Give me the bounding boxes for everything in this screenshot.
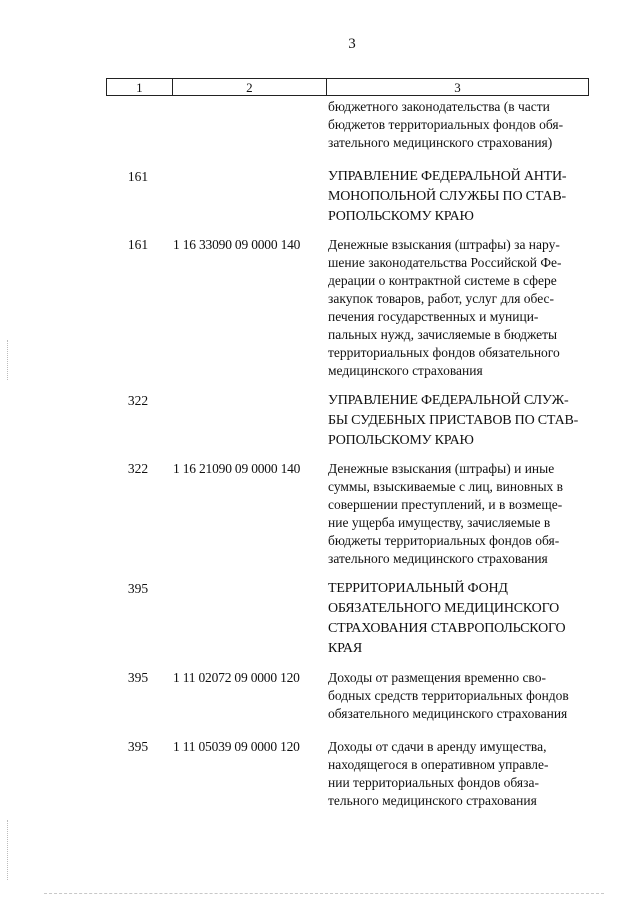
administrator-heading: УПРАВЛЕНИЕ ФЕДЕРАЛЬНОЙ АНТИ- МОНОПОЛЬНОЙ СЛУЖБЫ ПО СТАВ- РОПОЛЬСКОМУ КРАЮ	[328, 169, 567, 224]
admin-code: 322	[127, 461, 149, 476]
revenue-description: Денежные взыскания (штрафы) и иные суммы, взыскиваемые с лиц, виновных в совершении преступлений, и в возмеще- ние ущерба имуществу, зачисляемые в бюджеты территориальных фондов обя- зательного медицинского страхования	[328, 461, 564, 566]
column-header-1: 1	[107, 79, 173, 96]
scan-edge-mark	[7, 340, 9, 380]
admin-code: 161	[127, 237, 149, 252]
revenue-description: бюджетного законодательства (в части бюджетов территориальных фондов обя- зательного медицинского страхования)	[328, 99, 564, 150]
revenue-description: Доходы от сдачи в аренду имущества, находящегося в оперативном управле- нии территориальных фондов обяза- тельного медицинского страхования	[328, 739, 549, 808]
revenue-code: 1 16 33090 09 0000 140	[173, 237, 301, 252]
admin-code: 322	[127, 393, 149, 408]
scan-bottom-edge	[44, 893, 604, 895]
administrator-heading: ТЕРРИТОРИАЛЬНЫЙ ФОНД ОБЯЗАТЕЛЬНОГО МЕДИЦИНСКОГО СТРАХОВАНИЯ СТАВРОПОЛЬСКОГО КРАЯ	[328, 581, 566, 656]
revenue-code: 1 11 02072 09 0000 120	[173, 670, 300, 685]
revenue-description: Денежные взыскания (штрафы) за нару- шение законодательства Российской Фе- дерации о контрактной системе в сфере закупок товаров, работ, услуг для обес- печения государственных и муници- пальных нужд, зачисляемые в бюджеты территориальных фондов обязательного медицинского страхования	[328, 237, 562, 378]
column-header-table	[106, 78, 589, 96]
revenue-description: Доходы от размещения временно сво- бодных средств территориальных фондов обязательного медицинского страхования	[328, 670, 569, 721]
column-header-2: 2	[172, 79, 326, 96]
revenue-code: 1 11 05039 09 0000 120	[173, 739, 300, 754]
admin-code: 395	[127, 670, 149, 685]
column-header-3: 3	[327, 79, 589, 96]
admin-code: 395	[127, 581, 149, 596]
scan-edge-mark	[7, 820, 9, 880]
revenue-code: 1 16 21090 09 0000 140	[173, 461, 301, 476]
column-header-row	[107, 79, 589, 96]
page-number: 3	[348, 36, 356, 52]
administrator-heading: УПРАВЛЕНИЕ ФЕДЕРАЛЬНОЙ СЛУЖ- БЫ СУДЕБНЫХ ПРИСТАВОВ ПО СТАВ- РОПОЛЬСКОМУ КРАЮ	[328, 393, 579, 448]
admin-code: 161	[127, 169, 149, 184]
admin-code: 395	[127, 739, 149, 754]
